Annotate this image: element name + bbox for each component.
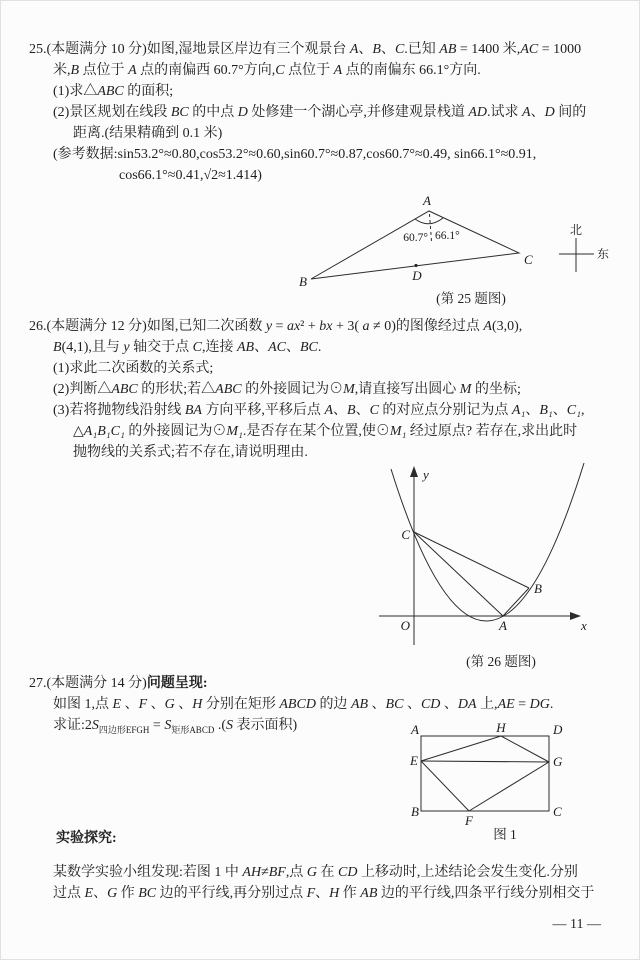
figure-25 <box>286 194 631 308</box>
point-c-label: C <box>401 527 410 542</box>
text-line: (2)判断△ABC 的形状;若△ABC 的外接圆记为⊙M,请直接写出圆心 M 的坐标; <box>53 382 521 397</box>
parabola-curve <box>391 463 584 621</box>
text-line: cos66.1°≈0.41,√2≈1.414) <box>119 168 262 183</box>
text-line: (2)景区规划在线段 BC 的中点 D 处修建一个湖心亭,并修建观景栈道 AD.试求 A、D 间的 <box>53 105 587 120</box>
south-dashed-line <box>430 214 432 241</box>
text-line: 距离.(结果精确到 0.1 米) <box>73 126 223 141</box>
text-line: 求证$:2S_{四边形EFGH} = S_{矩形ABCD}$ .(S 表示面积) <box>53 718 298 735</box>
angle-60-label: 60.7° <box>403 232 428 244</box>
text-line: 某数学实验小组发现:若图 1 中 AH≠BF,点 G 在 CD 上移动时,上述结论会发生变化.分别 <box>53 865 578 880</box>
compass-icon <box>559 223 609 272</box>
y-axis-arrow <box>410 466 418 477</box>
corner-a-label: A <box>411 722 419 737</box>
page-content <box>1 1 639 935</box>
segment-fg <box>469 762 549 811</box>
parabola-diagram <box>366 463 596 653</box>
compass-north-label: 北 <box>569 223 583 237</box>
rectangle-diagram <box>406 712 576 830</box>
text-line: 26.(本题满分 12 分)如图,已知二次函数 y = ax² + bx + 3( a ≠ 0)的图像经过点 A(3,0), <box>29 319 523 334</box>
problem-25 <box>1 39 639 186</box>
point-f-label: F <box>465 813 473 828</box>
text-line: B(4,1),且与 y 轴交于点 C,连接 AB、AC、BC. <box>53 340 322 355</box>
vertex-c-label: C <box>524 252 533 267</box>
triangle-diagram <box>286 194 631 290</box>
figure-caption: (第 26 题图) <box>466 654 536 669</box>
text-line <box>1 673 639 694</box>
compass-east-label: 东 <box>597 247 610 261</box>
page-number: — 11 — <box>552 917 601 932</box>
segment-eh <box>421 736 501 761</box>
x-axis-label: x <box>581 618 587 633</box>
figure-caption: 图 1 <box>493 827 517 842</box>
text-line: 米,B 点位于 A 点的南偏西 60.7°方向,C 点位于 A 点的南偏东 66.1°方向. <box>53 63 481 78</box>
point-e-label: E <box>410 753 418 768</box>
problem-26 <box>1 316 639 463</box>
text-line: 如图 1,点 E 、F 、G 、H 分别在矩形 ABCD 的边 AB 、BC 、CD 、DA 上,AE = DG. <box>53 697 554 712</box>
text-line: 25.(本题满分 10 分)如图,湿地景区岸边有三个观景台 A、B、C.已知 AB = 1400 米,AC = 1000 <box>29 42 582 57</box>
vertex-b-label: B <box>299 274 307 289</box>
point-g-label: G <box>553 754 563 769</box>
text-line: △A₁B₁C₁ 的外接圆记为⊙M₁.是否存在某个位置,使⊙M₁ 经过原点? 若存在,求出此时 <box>73 424 578 439</box>
segment-cb <box>414 532 529 588</box>
text-line: 过点 E、G 作 BC 边的平行线,再分别过点 F、H 作 AB 边的平行线,四条平行线分别相交于 <box>53 886 595 901</box>
segment-ab <box>503 588 529 616</box>
text-line: (参考数据:sin53.2°≈0.80,cos53.2°≈0.60,sin60.7°≈0.87,cos60.7°≈0.49, sin66.1°≈0.91, <box>53 147 537 162</box>
text-line: 抛物线的关系式;若不存在,请说明理由. <box>73 445 308 460</box>
text-line: (1)求此二次函数的关系式; <box>53 361 214 376</box>
figure-26 <box>366 463 596 671</box>
point-b-label: B <box>534 581 542 596</box>
figure-caption: (第 25 题图) <box>436 291 506 306</box>
angle-arc <box>415 218 443 224</box>
point-a-label: A <box>499 618 507 633</box>
corner-b-label: B <box>411 804 419 819</box>
problem-27-heading: 问题呈现: <box>146 676 208 691</box>
angle-66-label: 66.1° <box>435 230 460 242</box>
exploration-body <box>1 862 639 904</box>
segment-hg <box>501 736 549 762</box>
point-d-label: D <box>412 268 422 283</box>
segment-ef <box>421 761 469 811</box>
origin-label: O <box>400 618 410 633</box>
corner-d-label: D <box>553 722 563 737</box>
y-axis-label: y <box>423 467 429 482</box>
corner-c-label: C <box>553 804 562 819</box>
exploration-heading: 实验探究: <box>56 831 117 846</box>
point-d-dot <box>414 264 417 267</box>
text-line: (1)求△ABC 的面积; <box>53 84 174 99</box>
vertex-a-label: A <box>423 194 431 208</box>
point-h-label: H <box>496 720 506 735</box>
segment-ca <box>414 532 503 616</box>
x-axis-arrow <box>570 612 581 620</box>
problem-27-number: 27.(本题满分 14 分) <box>29 676 147 691</box>
segment-eg <box>421 761 549 762</box>
text-line: (3)若将抛物线沿射线 BA 方向平移,平移后点 A、B、C 的对应点分别记为点 A₁、B₁、C₁, <box>53 403 585 418</box>
